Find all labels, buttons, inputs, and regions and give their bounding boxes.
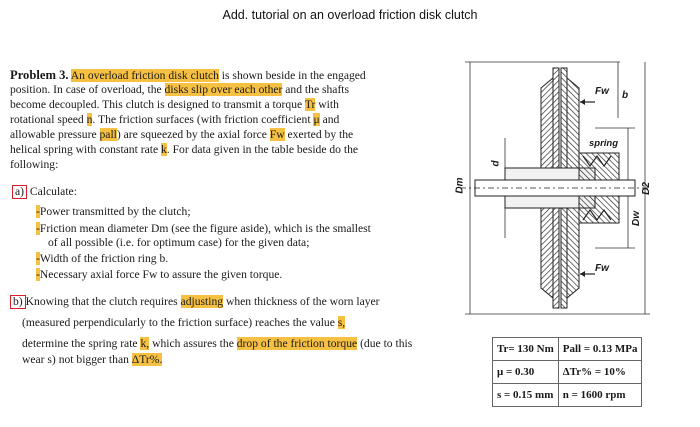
problem-text: position. In case of overload, the <box>10 83 165 96</box>
table-row <box>493 384 642 407</box>
dm-label: Dm <box>454 177 466 194</box>
table-cell: n = 1600 rpm <box>558 384 642 407</box>
problem-text: helical spring with constant rate <box>10 143 161 156</box>
hl-clutch: An overload friction disk clutch <box>70 69 219 82</box>
part-a-item-3: -Width of the friction ring b. <box>36 252 169 265</box>
problem-label: Problem 3. <box>10 68 69 82</box>
fw-bottom-label: Fw <box>595 263 609 274</box>
hl-adjusting: adjusting <box>180 295 224 308</box>
part-b-text: which assures the <box>149 337 237 350</box>
problem-line-7 <box>10 158 58 173</box>
problem-text: with <box>315 98 339 111</box>
problem-text: exerted by the <box>284 128 354 141</box>
hl-drop: drop of the friction torque <box>236 337 358 350</box>
hl-s: s, <box>337 316 346 329</box>
problem-line-3 <box>10 98 339 113</box>
part-b-text: (due to this <box>357 337 413 350</box>
data-table <box>492 337 642 407</box>
part-a-label: a) <box>12 185 27 199</box>
hl-fw: Fw <box>269 128 285 141</box>
part-b-line-1 <box>10 295 380 310</box>
part-b-text: wear s) not bigger than <box>22 353 132 366</box>
table-cell: s = 0.15 mm <box>493 384 559 407</box>
item-text: of all possible (i.e. for optimum case) for the given data; <box>48 236 310 249</box>
hl-tr: Tr <box>304 98 316 111</box>
part-b-text: (measured perpendicularly to the friction surface) reaches the value <box>22 316 338 329</box>
problem-text: rotational speed <box>10 113 87 126</box>
problem-text: following: <box>10 158 59 171</box>
part-a-title: Calculate: <box>29 185 77 198</box>
table-cell: Pall = 0.13 MPa <box>558 338 642 361</box>
hl-slip: disks slip over each other <box>164 83 283 96</box>
problem-text: is shown beside in the engaged <box>218 69 366 82</box>
d-label: d <box>490 160 502 167</box>
b-label: b <box>622 90 629 101</box>
item-text: Necessary axial force Fw to assure the given torque. <box>39 268 283 281</box>
part-b-text: determine the spring rate <box>22 337 141 350</box>
table-cell: μ = 0.30 <box>493 361 559 384</box>
part-a-item-1: -Power transmitted by the clutch; <box>36 205 191 218</box>
part-b-label: b) <box>10 295 26 309</box>
spring-label: spring <box>589 138 619 149</box>
problem-line-6 <box>10 143 358 158</box>
part-a-item-4: -Necessary axial force Fw to assure the given torque. <box>36 268 283 281</box>
table-row <box>493 338 642 361</box>
clutch-figure <box>445 58 660 333</box>
part-b-line-3 <box>22 337 412 352</box>
table-cell: ΔTr% = 10% <box>558 361 642 384</box>
part-a-item-2: -Friction mean diameter Dm (see the figure aside), which is the smallest <box>36 222 371 235</box>
problem-text: and <box>319 113 340 126</box>
problem-text: . For data given in the table beside do the <box>166 143 359 156</box>
table-row <box>493 361 642 384</box>
problem-text: . The friction surfaces (with friction coefficient <box>92 113 314 126</box>
problem-text: become decoupled. This clutch is designed to transmit a torque <box>10 98 305 111</box>
fw-top-label: Fw <box>595 86 609 97</box>
part-a-item-2-cont <box>48 236 309 251</box>
dw-label: Dw <box>631 211 642 226</box>
problem-line-4 <box>10 113 339 128</box>
part-b-text: when thickness of the worn layer <box>223 295 380 308</box>
problem-line-1 <box>10 68 366 84</box>
problem-line-2 <box>10 83 349 98</box>
problem-text: and the shafts <box>282 83 350 96</box>
item-text: Power transmitted by the clutch; <box>39 205 191 218</box>
problem-text: ) are squeezed by the axial force <box>116 128 270 141</box>
part-b-line-4 <box>22 353 162 368</box>
hl-n: n <box>86 113 93 126</box>
problem-line-5 <box>10 128 353 143</box>
page-header: Add. tutorial on an overload friction disk clutch <box>222 8 478 22</box>
d2-label: D2 <box>640 182 652 195</box>
hl-k: k <box>161 143 167 156</box>
part-b-text: Knowing that the clutch requires <box>25 295 181 308</box>
table-cell: Tr= 130 Nm <box>493 338 559 361</box>
item-text: Width of the friction ring b. <box>39 252 169 265</box>
hl-k2: k, <box>140 337 150 350</box>
item-text: Friction mean diameter Dm (see the figure aside), which is the smallest <box>39 222 371 235</box>
part-a-heading <box>12 185 77 200</box>
hl-dtr: ΔTr%. <box>131 353 163 366</box>
problem-text: allowable pressure <box>10 128 100 141</box>
hl-pall: pall <box>99 128 117 141</box>
hl-mu: μ <box>313 113 320 126</box>
part-b-line-2 <box>22 316 345 331</box>
